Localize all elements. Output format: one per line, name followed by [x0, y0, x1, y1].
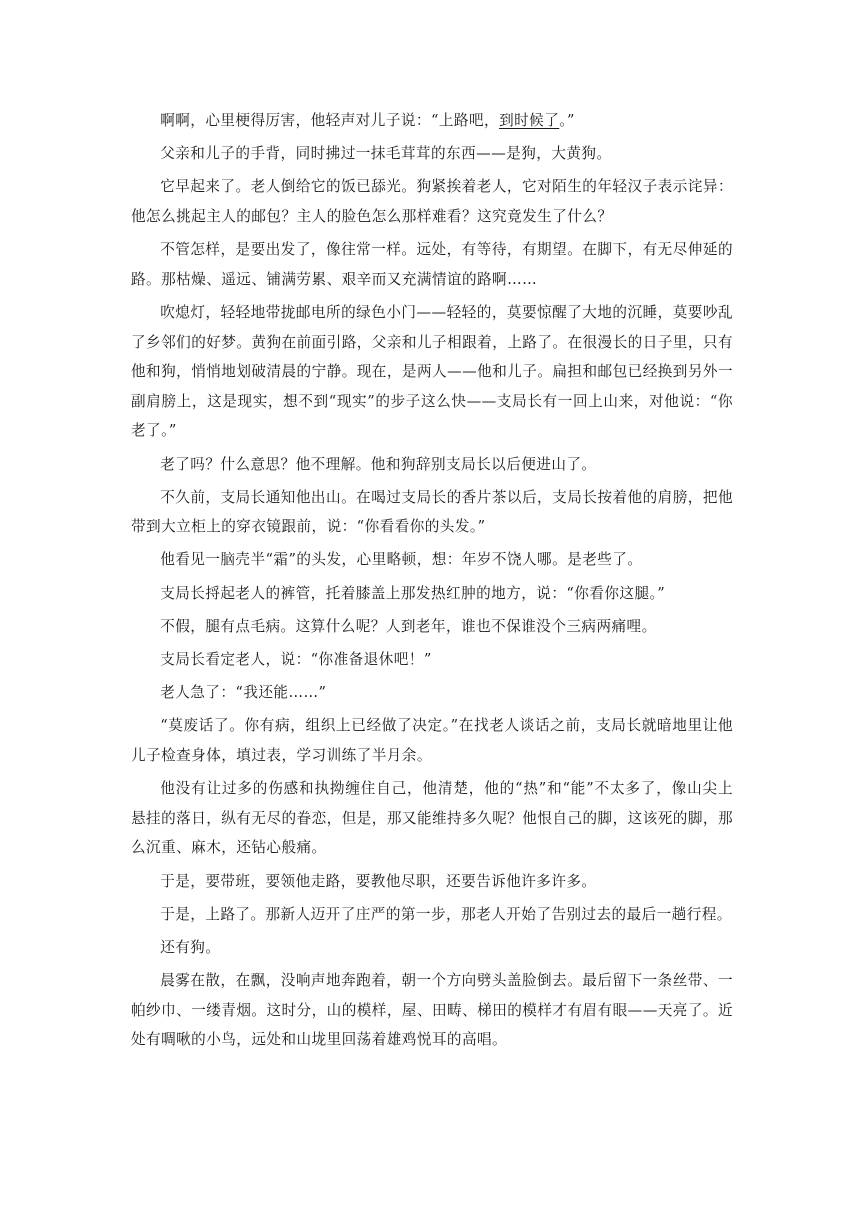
- paragraph-13: “莫废话了。你有病，组织上已经做了决定。”在找老人谈话之前，支局长就暗地里让他儿子检查身体，填过表，学习训练了半月余。: [131, 717, 733, 764]
- paragraph-1-text-b: 。”: [559, 112, 575, 129]
- paragraph-8: 他看见一脑壳半“霜”的头发，心里略顿，想：年岁不饶人哪。是老些了。: [160, 551, 643, 569]
- paragraph-17: 还有狗。: [160, 938, 221, 956]
- paragraph-18: 晨雾在散，在飘，没响声地奔跑着，朝一个方向劈头盖脸倒去。最后留下一条丝带、一帕纱巾、一缕青烟。这时分，山的模样，屋、田畴、梯田的模样才有眉有眼——天亮了。近处有啁啾的小鸟，远处和山垅里回荡着雄鸡悦耳的高唱。: [131, 972, 733, 1049]
- paragraph-9: 支局长捋起老人的裤管，托着膝盖上那发热红肿的地方，说：“你看你这腿。”: [160, 584, 666, 602]
- paragraph-14: 他没有让过多的伤感和执拗缠住自己，他清楚，他的“热”和“能”不太多了，像山尖上悬挂的落日，纵有无尽的眷恋，但是，那又能维持多久呢？他恨自己的脚，这该死的脚，那么沉重、麻木，还钻心般痛。: [131, 780, 733, 857]
- paragraph-16: 于是，上路了。那新人迈开了庄严的第一步，那老人开始了告别过去的最后一趟行程。: [160, 905, 732, 923]
- paragraph-3: 它早起来了。老人倒给它的饭已舔光。狗紧挨着老人，它对陌生的年轻汉子表示诧异：他怎么挑起主人的邮包？主人的脸色怎么那样难看？这究竟发生了什么？: [131, 178, 733, 225]
- paragraph-10: 不假，腿有点毛病。这算什么呢？人到老年，谁也不保谁没个三病两痛哩。: [160, 617, 657, 635]
- article-body: [131, 106, 733, 1055]
- underlined-phrase: 到时候了: [499, 112, 560, 129]
- paragraph-6: 老了吗？什么意思？他不理解。他和狗辞别支局长以后便进山了。: [160, 455, 597, 473]
- paragraph-5: 吹熄灯，轻轻地带拢邮电所的绿色小门——轻轻的，莫要惊醒了大地的沉睡，莫要吵乱了乡邻们的好梦。黄狗在前面引路，父亲和儿子相跟着，上路了。在很漫长的日子里，只有他和狗，悄悄地划破清晨的宁静。现在，是两人——他和儿子。扁担和邮包已经换到另外一副肩膀上，这是现实，想不到“现实”的步子这么快——支局长有一回上山来，对他说：“你老了。”: [131, 303, 733, 440]
- paragraph-12: 老人急了：“我还能……”: [160, 684, 327, 702]
- paragraph-4: 不管怎样，是要出发了，像往常一样。远处，有等待，有期望。在脚下，有无尽伸延的路。那枯燥、遥远、铺满劳累、艰辛而又充满情谊的路啊……: [131, 241, 733, 288]
- paragraph-1-text-a: 啊啊，心里梗得厉害，他轻声对儿子说：“上路吧，: [160, 112, 500, 129]
- paragraph-1: [131, 106, 733, 136]
- paragraph-7: 不久前，支局长通知他出山。在喝过支局长的香片茶以后，支局长按着他的肩膀，把他带到大立柜上的穿衣镜跟前，说：“你看看你的头发。”: [131, 488, 733, 536]
- paragraph-15: 于是，要带班，要领他走路，要教他尽职，还要告诉他许多许多。: [160, 872, 597, 890]
- paragraph-11: 支局长看定老人，说：“你准备退休吧！”: [160, 651, 432, 669]
- paragraph-2: 父亲和儿子的手背，同时拂过一抹毛茸茸的东西——是狗，大黄狗。: [160, 145, 612, 163]
